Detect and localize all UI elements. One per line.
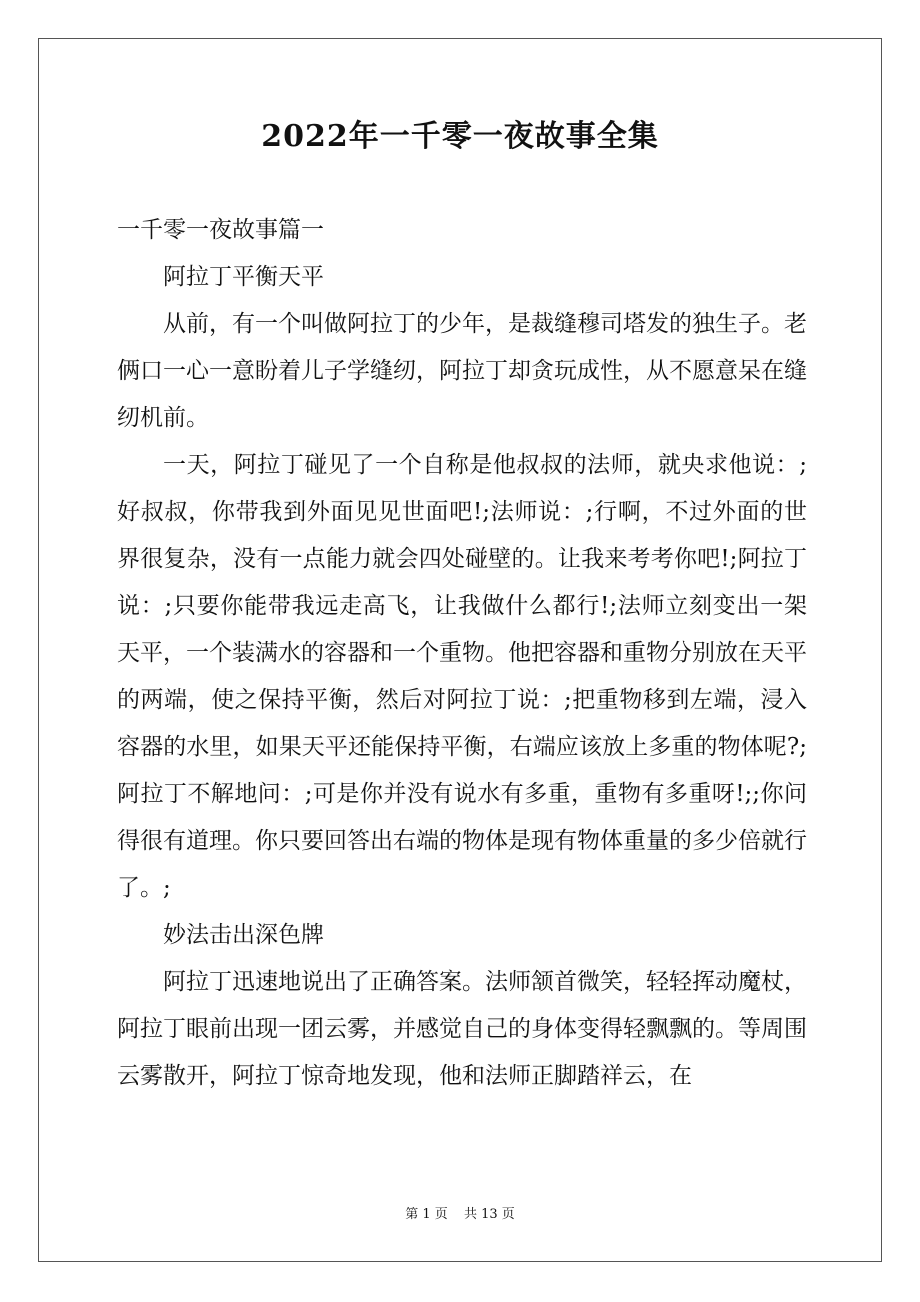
- section-heading: 一千零一夜故事篇一: [117, 217, 324, 243]
- page-footer: [0, 1205, 920, 1225]
- document-body: [117, 207, 807, 1100]
- paragraph-2: 一天，阿拉丁碰见了一个自称是他叔叔的法师，就央求他说：;好叔叔，你带我到外面见见世面吧!;法师说：;行啊，不过外面的世界很复杂，没有一点能力就会四处碰壁的。让我来考考你吧!;阿拉丁说：;只要你能带我远走高飞，让我做什么都行!;法师立刻变出一架天平，一个装满水的容器和一个重物。他把容器和重物分别放在天平的两端，使之保持平衡，然后对阿拉丁说：;把重物移到左端，浸入容器的水里，如果天平还能保持平衡，右端应该放上多重的物体呢?;阿拉丁不解地问：;可是你并没有说水有多重，重物有多重呀!;;你问得很有道理。你只要回答出右端的物体是现有物体重量的多少倍就行了。;: [117, 452, 807, 901]
- page-number: 第 1 页: [405, 1207, 448, 1222]
- paragraph-3: 阿拉丁迅速地说出了正确答案。法师颔首微笑，轻轻挥动魔杖，阿拉丁眼前出现一团云雾，并感觉自己的身体变得轻飘飘的。等周围云雾散开，阿拉丁惊奇地发现，他和法师正脚踏祥云，在: [117, 969, 807, 1089]
- story-title: 阿拉丁平衡天平: [163, 264, 324, 290]
- document-title: 2022年一千零一夜故事全集: [261, 119, 659, 154]
- page-total: 共 13 页: [463, 1207, 515, 1222]
- paragraph-1: 从前，有一个叫做阿拉丁的少年，是裁缝穆司塔发的独生子。老俩口一心一意盼着儿子学缝纫，阿拉丁却贪玩成性，从不愿意呆在缝纫机前。: [117, 311, 807, 431]
- subheading: 妙法击出深色牌: [163, 922, 324, 948]
